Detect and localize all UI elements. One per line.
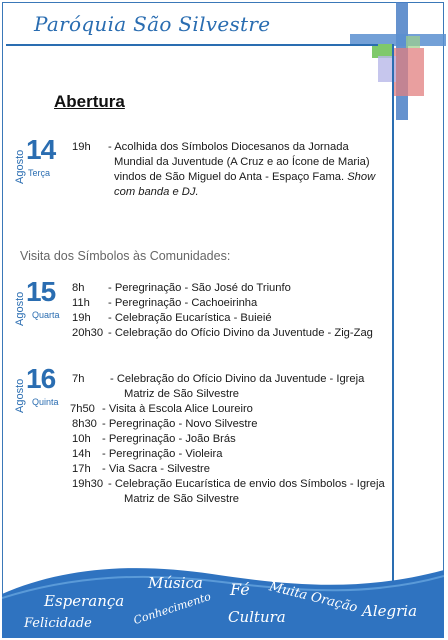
- event-time: 11h: [72, 297, 90, 309]
- event-desc: Matriz de São Silvestre: [124, 493, 240, 505]
- date-day: 14: [26, 134, 56, 165]
- event-desc: - Via Sacra - Silvestre: [102, 463, 210, 475]
- day16-events: [72, 372, 402, 508]
- event-desc-italic: Show: [347, 171, 376, 183]
- event-desc: - Peregrinação - Violeira: [102, 448, 223, 460]
- event-time: 14h: [72, 448, 91, 460]
- event-desc: - Peregrinação - São José do Triunfo: [108, 282, 291, 294]
- event-time: 7h50: [70, 403, 95, 415]
- event-time: 20h30: [72, 327, 104, 339]
- word-alegria: Alegria: [362, 602, 418, 620]
- event-desc: - Peregrinação - Novo Silvestre: [102, 418, 258, 430]
- word-conhecimento: Conhecimento: [131, 589, 213, 628]
- word-esperanca: Esperança: [44, 592, 125, 610]
- section-title: Visita dos Símbolos às Comunidades:: [20, 249, 231, 263]
- date-weekday: Terça: [28, 168, 51, 178]
- event-time: 17h: [72, 463, 91, 475]
- event-time: 7h: [72, 373, 85, 385]
- parish-title: Paróquia São Silvestre: [34, 12, 271, 36]
- event-time: 8h30: [72, 418, 97, 430]
- event-desc: - Acolhida dos Símbolos Diocesanos da Jornada: [108, 141, 349, 153]
- event-desc: - Peregrinação - João Brás: [102, 433, 236, 445]
- event-time: 10h: [72, 433, 91, 445]
- event-desc: Matriz de São Silvestre: [124, 388, 240, 400]
- event-desc: - Celebração do Ofício Divino da Juventude - Igreja: [110, 373, 365, 385]
- date-month: Agosto: [14, 149, 26, 184]
- date-day: 15: [26, 276, 56, 307]
- date-day: 16: [26, 363, 56, 394]
- day15-events: [72, 281, 402, 343]
- word-e-e-claro: e é claro: [275, 561, 325, 584]
- date-weekday: Quarta: [32, 310, 60, 320]
- date-month: Agosto: [14, 378, 26, 413]
- date-weekday: Quinta: [32, 397, 59, 407]
- opening-heading: Abertura: [54, 92, 125, 111]
- event-desc: - Visita à Escola Alice Loureiro: [102, 403, 253, 415]
- title-underline: [6, 44, 378, 46]
- date-month: Agosto: [14, 291, 26, 326]
- event-time: 19h30: [72, 478, 104, 490]
- cross-tile: [406, 36, 420, 48]
- event-time: 19h: [72, 141, 91, 153]
- event-desc: vindos de São Miguel do Anta - Espaço Fama.: [114, 171, 345, 183]
- word-cultura: Cultura: [228, 608, 286, 626]
- event-desc: - Celebração Eucarística - Buieié: [108, 312, 272, 324]
- event-time: 8h: [72, 282, 85, 294]
- event-time: 19h: [72, 312, 91, 324]
- word-musica: Música: [148, 574, 203, 592]
- word-muita-oracao: Muita Oração: [267, 579, 359, 616]
- event-desc: Mundial da Juventude (A Cruz e ao Ícone de Maria): [114, 156, 370, 168]
- event-desc: - Celebração do Ofício Divino da Juventude - Zig-Zag: [108, 327, 373, 339]
- word-fe: Fé: [230, 580, 250, 599]
- event-desc: com banda e DJ.: [114, 186, 199, 198]
- opening-event: [72, 140, 392, 202]
- event-desc: - Celebração Eucarística de envio dos Símbolos - Igreja: [108, 478, 385, 490]
- cross-tile: [394, 48, 424, 96]
- word-felicidade: Felicidade: [24, 616, 92, 631]
- event-desc: - Peregrinação - Cachoeirinha: [108, 297, 258, 309]
